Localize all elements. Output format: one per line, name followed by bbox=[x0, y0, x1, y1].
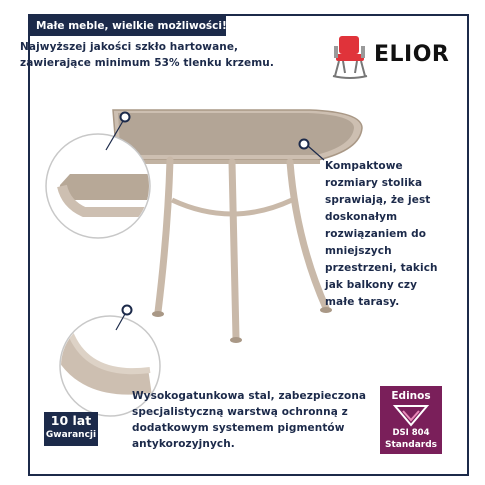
glass-description: Najwyższej jakości szkło hartowane, zawierające minimum 53% tlenku krzemu. bbox=[20, 41, 274, 69]
certificate-badge bbox=[380, 386, 442, 454]
warranty-label: Gwarancji bbox=[45, 430, 97, 440]
table-leg-right bbox=[290, 162, 326, 308]
table-leg-left bbox=[158, 160, 170, 312]
certificate-code: DSI 804 bbox=[392, 428, 430, 438]
table-leg-center bbox=[232, 162, 236, 338]
compact-description: Kompaktowe rozmiary stolika sprawiają, że jest doskonałym rozwiązaniem do mniejszych przestrzeni, takich jak balkony czy małe tarasy. bbox=[325, 160, 438, 308]
marker-compact bbox=[300, 140, 309, 149]
brand-name: ELIOR bbox=[374, 42, 450, 67]
certificate-emblem-icon bbox=[392, 403, 430, 427]
certificate-standard: Standards bbox=[384, 440, 438, 450]
red-chair-icon bbox=[330, 32, 370, 80]
marker-glass bbox=[121, 113, 130, 122]
certificate-title: Edinos bbox=[391, 390, 431, 402]
brand-logo bbox=[330, 32, 450, 80]
slogan-banner: Małe meble, wielkie możliwości! bbox=[30, 16, 226, 36]
warranty-badge bbox=[44, 412, 98, 446]
marker-steel bbox=[123, 306, 132, 315]
steel-description: Wysokogatunkowa stal, zabezpieczona specjalistyczną warstwą ochronną z dodatkowym systemem pigmentów antykorozyjnych. bbox=[132, 390, 367, 450]
warranty-years: 10 lat bbox=[50, 413, 92, 428]
